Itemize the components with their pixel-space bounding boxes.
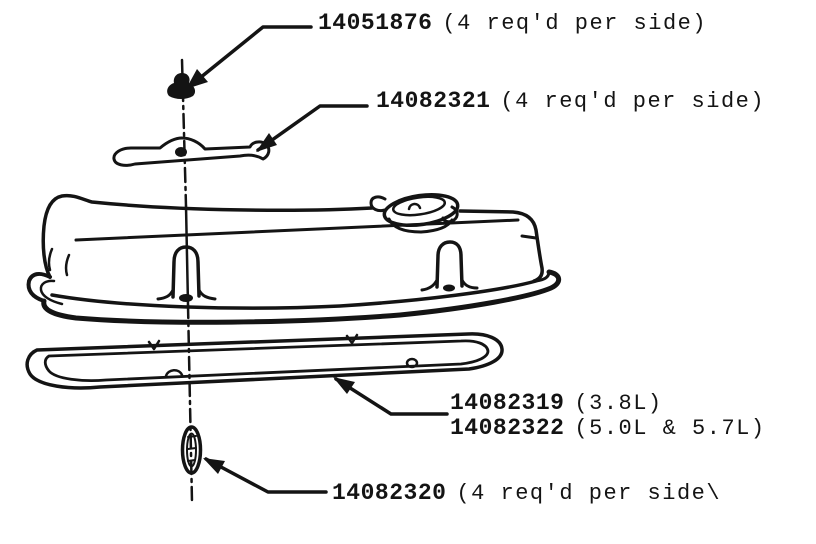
callout-gasket-50l-57l — [450, 416, 766, 441]
leader-screw-line — [190, 27, 311, 86]
bolt-tab-right-base-mark — [443, 285, 455, 292]
valve-cover-part — [29, 190, 559, 322]
bolt-tab-left-base-mark — [179, 294, 193, 302]
arrowhead-icon — [333, 377, 355, 394]
centerline-middle — [186, 206, 188, 305]
cap-left-tab — [371, 197, 385, 211]
part-note: (5.0L & 5.7L) — [574, 416, 766, 441]
part-number: 14082319 — [450, 390, 565, 416]
leader-gasket — [333, 377, 447, 414]
bolt-tab-right — [437, 242, 462, 287]
arrowhead-icon — [203, 458, 225, 474]
part-number: 14051876 — [318, 10, 433, 36]
callout-seal — [332, 480, 721, 506]
retainer-hole — [175, 147, 187, 157]
callout-gasket — [450, 391, 766, 441]
cover-face-tick-1 — [49, 249, 52, 270]
gasket-part — [27, 334, 502, 388]
part-number: 14082322 — [450, 415, 565, 441]
leader-seal-line — [206, 459, 326, 492]
cap-inner-bump — [409, 204, 420, 209]
part-note: (4 req'd per side\ — [456, 481, 722, 506]
callout-retainer — [376, 88, 765, 114]
flange-bottom-line — [44, 272, 559, 322]
part-note: (4 req'd per side) — [500, 89, 766, 114]
part-number: 14082321 — [376, 88, 491, 114]
callout-gasket-38l — [450, 391, 766, 416]
cover-right-crease-tick — [522, 236, 536, 238]
leader-retainer — [256, 106, 367, 152]
part-number: 14082320 — [332, 480, 447, 506]
gasket-hole-mark — [407, 359, 417, 367]
retainer-part — [114, 138, 269, 165]
part-note: (4 req'd per side) — [442, 11, 708, 36]
gasket-center-bump — [166, 370, 182, 376]
cover-left-top-outline — [43, 196, 372, 277]
part-note: (3.8L) — [574, 391, 663, 416]
leader-screw — [186, 27, 311, 89]
retainer-outline — [114, 138, 269, 165]
callout-screw — [318, 10, 707, 36]
seal-part — [183, 427, 201, 473]
cover-face-tick-2 — [66, 255, 69, 275]
leader-seal — [203, 458, 326, 492]
